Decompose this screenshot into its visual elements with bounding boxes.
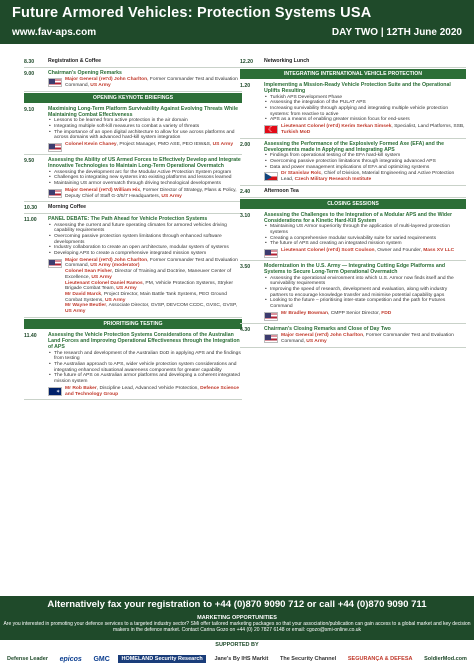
speaker-name: Colonel Kevin Chaney: [65, 142, 117, 148]
session-title: Registration & Coffee: [48, 58, 102, 64]
speaker-name: Lieutenant Colonel Daniel Ramos: [65, 280, 143, 286]
speaker-name: Major General (ret'd) John Charlton: [65, 257, 148, 263]
session-title: Assessing the Challenges to the Integration of a Modular APS and the Wider Considerations for a Kinetic Hard-Kill System: [264, 211, 452, 224]
bullet: • Assessing the development arc for the Modular Active Protection System program: [48, 170, 242, 176]
sponsor-logos: [4, 650, 470, 668]
bullet: • Overcoming passive protection system limitations through enhanced software developments: [48, 234, 242, 245]
speaker-role: , Associate Director, GVSP, DEVCOM CCDC, GVSC, GVSP,: [106, 303, 237, 309]
speaker: [264, 124, 466, 135]
agenda-row-1100: [24, 214, 242, 318]
speaker-name: Major General (ret'd) John Charlton: [281, 333, 364, 339]
speaker-org: US Army: [91, 274, 112, 280]
speaker-role: , Project Manager, PMO ASE, PEO IEW&S,: [116, 142, 213, 148]
session-time: 3.10: [240, 212, 251, 219]
bullet: • Looking to the future – prioritising inter-state competition and the path for Futures Command: [264, 298, 466, 309]
speaker-role: , PM, Vehicle Protection Systems, Stryker Brigade Combat Team,: [65, 280, 233, 292]
speaker-role: , Former Commander Test and Evaluation Command,: [65, 77, 238, 88]
us-flag-icon: [48, 143, 62, 152]
bullet: • The research and development of the Australian DoD in applying APS and the findings from testing: [48, 351, 242, 362]
bullet: • Findings from operational testing of the EFA hard-kill system: [264, 153, 466, 159]
bullet: • Turkish APS Development Phase: [264, 95, 466, 101]
speaker: [48, 188, 242, 199]
speaker-role: , Project Director, Main Battle Tank Systems, PEO Ground Combat Systems,: [65, 291, 227, 303]
speaker: [264, 248, 466, 258]
speaker-role: , CMPP Senior Director,: [328, 310, 382, 316]
logo-soldiermod[interactable]: SoldierMod.com: [424, 656, 467, 662]
bullet: • Overcoming passive protection limitations through integrating advanced APS: [264, 159, 466, 165]
bullet: • Developing APS to create a comprehensive integrated mission system: [48, 251, 242, 257]
speaker: [264, 171, 466, 182]
session-title: Assessing the Ability of US Armed Forces to Effectively Develop and Integrate Innovative Technologies to Maintain Long-Term Operational Overmatch: [48, 157, 241, 170]
us-flag-icon: [264, 334, 278, 343]
bullet: • Integrating multiple soft-kill measures to combat a variety of threats: [48, 124, 242, 130]
speaker-name: Mr Rob Baker: [65, 385, 97, 391]
us-flag-icon: [264, 312, 278, 321]
section-bar-testing: PRIORITISING TESTING: [24, 319, 242, 329]
agenda-row-830: [24, 56, 242, 68]
turkey-flag-icon: [264, 125, 278, 134]
bullet: • Improving the speed of research, development and evaluation, along with industry partners to encourage knowledge transfer and minimise potential capability gaps: [264, 287, 466, 298]
agenda-row-200: [240, 139, 466, 186]
logo-seguranca-defesa[interactable]: SEGURANÇA & DEFESA: [347, 656, 413, 662]
session-title: PANEL DEBATE: The Path Ahead for Vehicle Protection Systems: [48, 216, 208, 223]
section-bar-keynote: OPENING KEYNOTE BRIEFINGS: [24, 93, 242, 103]
agenda-row-430: [240, 324, 466, 348]
session-time: 4.30: [240, 326, 251, 333]
speaker: [264, 333, 466, 344]
bullet: • Maintaining US armor overmatch through driving technological developments: [48, 181, 242, 187]
speaker-org: Mass XV LLC: [423, 248, 455, 254]
session-time: 9.00: [24, 71, 35, 77]
session-time: 1.20: [240, 83, 251, 89]
session-title: Assessing the Performance of the Explosively Formed Axe (EFA) and the Developments made in Applying and Integrating APS: [264, 140, 444, 153]
bullet: • Assessing the integration of the PULAT APS: [264, 100, 466, 106]
supported-by-label: SUPPORTED BY: [215, 642, 259, 648]
logo-janes[interactable]: Jane's By IHS Markit: [214, 656, 269, 662]
logo-epicos[interactable]: epicos: [59, 655, 82, 663]
event-date: DAY TWO | 12TH June 2020: [331, 27, 462, 38]
speaker: [48, 77, 242, 88]
section-bar-closing: CLOSING SESSIONS: [240, 199, 466, 209]
fax-banner: Alternatively fax your registration to +44 (0)870 9090 712 or call +44 (0)870 9090 711: [0, 596, 474, 613]
session-time: 11.00: [24, 217, 37, 224]
bullet: • The future of APS on Australian armor platforms and developing a coherent integrated mission system: [48, 373, 242, 384]
agenda-row-910: [24, 104, 242, 155]
left-column: [24, 56, 242, 400]
speaker-org: US Army: [65, 309, 86, 315]
speaker-org: FDD: [381, 310, 392, 316]
right-column: [240, 56, 466, 348]
bullet: • Challenges to integrating new systems into existing platforms and lessons learned: [48, 175, 242, 181]
event-title: Future Armored Vehicles: Protection Systems USA: [12, 5, 372, 21]
speaker-role: , Owner and Founder,: [374, 248, 424, 254]
speaker-name: Colonel Sean Fisher: [65, 269, 113, 275]
speaker-role: , Former Commander Test and Evaluation Command,: [281, 333, 454, 344]
agenda-row-900: [24, 68, 242, 92]
speaker-org: US Army: [90, 83, 111, 88]
session-title: Chairman's Opening Remarks: [48, 70, 122, 76]
session-title: Maximising Long-Term Platform Survivability Against Evolving Threats While Maintaining Combat Effectiveness: [48, 105, 238, 118]
session-title: Implementing a Mission-Ready Vehicle Protection Suite and the Operational Uplifts Resulting: [264, 82, 451, 95]
session-time: 11.40: [24, 332, 37, 339]
bullet: • Increasing survivability through applying and integrating multiple vehicle protection systems: from reactive to active: [264, 106, 466, 117]
agenda-row-350: [240, 261, 466, 324]
us-flag-icon: [48, 259, 62, 268]
marketing-body: Are you interested in promoting your defence services to a targeted industry sector? SMi offer tailored marketing packages so that your association/publication can gain access to a global market and key decision makers in the defence market. Contact Carina Gozo on +44 (0) 20 7827 6148 or email: cgozo@smi-online.co.uk: [3, 621, 471, 633]
speaker: [48, 142, 242, 152]
session-time: 2.00: [240, 141, 251, 148]
session-time: 9.10: [24, 106, 35, 113]
agenda-row-950: [24, 155, 242, 202]
agenda-row-310: [240, 210, 466, 261]
speaker-role: , Former Commander Test and Evaluation Command,: [65, 257, 238, 269]
agenda-row-1140: [24, 330, 242, 401]
section-bar-international: INTEGRATING INTERNATIONAL VEHICLE PROTECTION: [240, 69, 466, 79]
speaker-name: Lieutenant Colonel (ret'd) Scott Coulson: [281, 248, 375, 254]
speaker-name: Dr Stanislav Rolc: [281, 171, 322, 177]
speaker-name: Mr Bradley Bowman: [281, 310, 329, 316]
agenda-row-1220: [240, 56, 466, 68]
speaker: [48, 258, 242, 315]
speaker-name: Major General (ret'd) William Hix: [65, 187, 141, 193]
session-time: 3.50: [240, 264, 251, 271]
speaker-org: Turkish MoD: [281, 129, 311, 135]
bullet: • Assessing the operational environment into which U.S. Armor now finds itself and the survivability requirements: [264, 276, 466, 287]
session-title: Modernization in the U.S. Army — Integrating Cutting Edge Platforms and Systems to Secure Long-Term Operational Overmatch: [264, 263, 446, 276]
session-time: 10.30: [24, 205, 37, 212]
speaker-org: US Army: [306, 338, 327, 344]
speaker-role: , Specialist, Land Platforms, SSB,: [391, 124, 465, 130]
bullet: • The Australian approach to APS, wider vehicle protection system considerations and integrating enhanced situational awareness components for greater capability: [48, 362, 242, 373]
speaker-org: Defence Science and Technology Group: [65, 385, 239, 397]
speaker-role: , Director of Training and Doctrine, Maneuver Center of Excellence,: [65, 269, 232, 280]
speaker: [264, 311, 466, 321]
page-header: [0, 0, 474, 44]
session-title: Assessing the Vehicle Protection Systems Considerations of the Australian Land Forces and Improving Operational Effectiveness through the Integration of APS: [48, 331, 240, 351]
agenda-row-120: [240, 80, 466, 139]
session-title: Networking Lunch: [264, 58, 310, 64]
speaker-org: US Army: [104, 297, 126, 303]
speaker-name: Mr Wayne Beutler: [65, 303, 107, 309]
speaker-name: Lieutenant Colonel (ret'd) Kerim Serkan Simsek: [281, 124, 392, 130]
speaker-role: , Chief of Division, Material Engineering and Active Protection Lead,: [281, 171, 455, 182]
session-title: Morning Coffee: [48, 204, 87, 211]
logo-gmc[interactable]: GMC: [93, 655, 110, 663]
logo-security-channel[interactable]: The Security Channel: [279, 656, 337, 662]
speaker-name: Mr David Marck: [65, 291, 102, 297]
session-title: Chairman's Closing Remarks and Close of Day Two: [264, 325, 391, 332]
bullet: • APS as a means of enabling greater mission focus for end-users: [264, 117, 466, 123]
bullet: • Maintaining US Armor superiority through the application of multi-layered protection systems: [264, 224, 466, 235]
us-flag-icon: [264, 249, 278, 258]
speaker-role: , Former Director of Strategy, Plans & Policy, Deputy Chief of Staff G-3/5/7 Headquarters,: [65, 187, 237, 199]
speaker-org: Czech Military Research Institute: [294, 176, 372, 182]
bullet: • The future of APS and creating an integrated mission system: [264, 241, 466, 247]
bullet: • Assessing the current and future operating climates for armored vehicles driving capability requirements: [48, 223, 242, 234]
logo-homeland-security[interactable]: HOMELAND Security Research: [118, 655, 205, 663]
speaker-org: US Army: [116, 286, 137, 292]
session-time: 9.50: [24, 158, 35, 165]
speaker-role: , Discipline Lead, Advanced Vehicle Protection,: [96, 385, 201, 391]
us-flag-icon: [48, 78, 62, 87]
speaker-name: Major General (ret'd) John Charlton: [65, 77, 148, 83]
session-time: 12.20: [240, 59, 253, 65]
speaker: [48, 386, 242, 397]
speaker-org: US Army: [212, 142, 234, 148]
agenda-row-1030: [24, 202, 242, 214]
us-flag-icon: [48, 189, 62, 198]
bullet: • Lessons to be learned from active protection in the air domain: [48, 118, 242, 124]
bullet: • Creating a comprehensive modular survivability suite for varied requirements: [264, 236, 466, 242]
agenda-row-240: [240, 186, 466, 198]
session-time: 2.40: [240, 188, 251, 195]
bullet: • The importance of an open digital architecture to allow for use across platforms and across domains with advanced hard-kill system integration: [48, 130, 242, 141]
speaker-org: US Army (moderator): [90, 263, 140, 269]
session-title: Afternoon Tea: [264, 187, 299, 194]
czech-flag-icon: [264, 172, 278, 181]
session-time: 8.30: [24, 59, 35, 65]
event-url[interactable]: www.fav-aps.com: [12, 27, 97, 38]
marketing-title: MARKETING OPPORTUNITIES: [197, 615, 277, 621]
logo-defense-leader[interactable]: Defense Leader: [7, 656, 48, 662]
marketing-box: [0, 613, 474, 640]
bullet: • Industry collaboration to create an open architecture, modular system of systems: [48, 245, 242, 251]
australia-flag-icon: [48, 387, 62, 396]
speaker-org: US Army: [161, 193, 182, 199]
bullet: • Data and power management implications of EFA and optimizing systems: [264, 165, 466, 171]
